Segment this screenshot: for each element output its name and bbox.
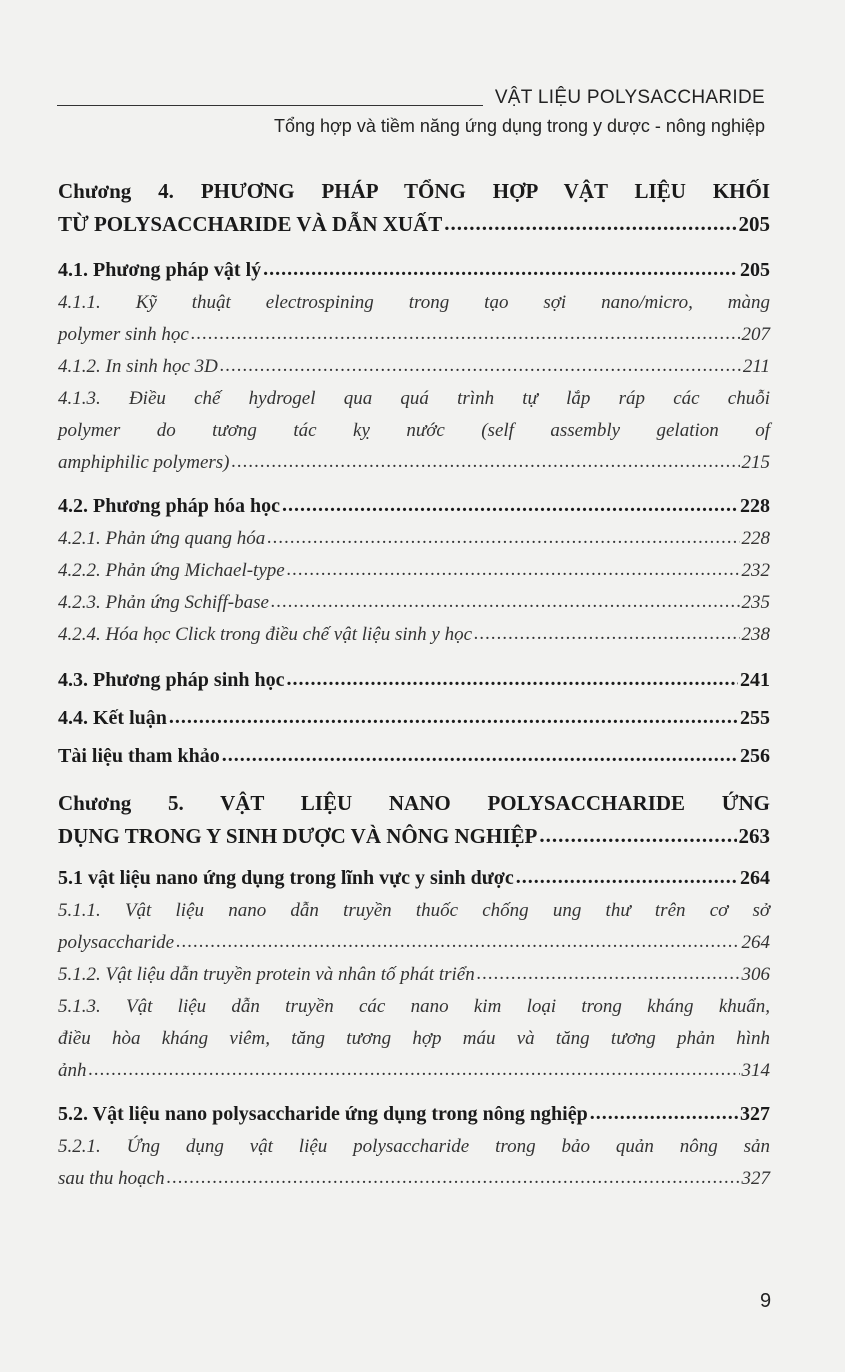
running-header	[57, 86, 765, 139]
toc-section-4-3[interactable]: 4.3. Phương pháp sinh học ..... 241	[58, 663, 770, 697]
header-rule	[57, 105, 483, 106]
toc-entry-5-2-1[interactable]: 5.2.1. Ứng dụng vật liệu polysaccharide trong bảo quản nông sản sau thu hoạch ..... 327	[58, 1131, 770, 1195]
toc-section-4-4[interactable]: 4.4. Kết luận ..... 255	[58, 701, 770, 735]
toc-entry-4-1-3[interactable]: 4.1.3. Điều chế hydrogel qua quá trình tự lắp ráp các chuỗi polymer do tương tác kỵ nước (self assembly gelation of amphiphilic polymers) ..... 215	[58, 383, 770, 479]
page-number: 9	[760, 1290, 772, 1312]
table-of-contents	[58, 175, 770, 1195]
toc-entry-4-2-3[interactable]: 4.2.3. Phản ứng Schiff-base ..... 235	[58, 587, 770, 619]
toc-entry-4-1-2[interactable]: 4.1.2. In sinh học 3D ..... 211	[58, 351, 770, 383]
toc-entry-5-1-1[interactable]: 5.1.1. Vật liệu nano dẫn truyền thuốc chống ung thư trên cơ sở polysaccharide ..... 264	[58, 895, 770, 959]
toc-section-4-1[interactable]: 4.1. Phương pháp vật lý ..... 205	[58, 253, 770, 287]
toc-entry-4-2-4[interactable]: 4.2.4. Hóa học Click trong điều chế vật liệu sinh y học ..... 238	[58, 619, 770, 651]
leader-dots	[444, 207, 736, 240]
page-ref: 205	[738, 212, 770, 236]
book-title: VẬT LIỆU POLYSACCHARIDE	[494, 87, 765, 108]
toc-entry-4-1-1[interactable]: 4.1.1. Kỹ thuật electrospining trong tạo sợi nano/micro, màng polymer sinh học ..... 207	[58, 287, 770, 351]
toc-section-5-1[interactable]: 5.1 vật liệu nano ứng dụng trong lĩnh vực y sinh dược ..... 264	[58, 861, 770, 895]
toc-section-4-2[interactable]: 4.2. Phương pháp hóa học ..... 228	[58, 489, 770, 523]
toc-entry-5-1-3[interactable]: 5.1.3. Vật liệu dẫn truyền các nano kim loại trong kháng khuẩn, điều hòa kháng viêm, tăng tương hợp máu và tăng tương phản hình ảnh ..... 314	[58, 991, 770, 1087]
toc-section-5-2[interactable]: 5.2. Vật liệu nano polysaccharide ứng dụng trong nông nghiệp ..... 327	[58, 1097, 770, 1131]
toc-chapter-5[interactable]: Chương 5. VẬT LIỆU NANO POLYSACCHARIDE ỨNG DỤNG TRONG Y SINH DƯỢC VÀ NÔNG NGHIỆP ..... 263	[58, 787, 770, 853]
toc-chapter-4[interactable]: Chương 4. PHƯƠNG PHÁP TỔNG HỢP VẬT LIỆU KHỐI TỪ POLYSACCHARIDE VÀ DẪN XUẤT ..... 205	[58, 175, 770, 241]
book-subtitle: Tổng hợp và tiềm năng ứng dụng trong y dược - nông nghiệp	[273, 116, 765, 136]
toc-entry-5-1-2[interactable]: 5.1.2. Vật liệu dẫn truyền protein và nhân tố phát triển ..... 306	[58, 959, 770, 991]
toc-entry-4-2-1[interactable]: 4.2.1. Phản ứng quang hóa ..... 228	[58, 523, 770, 555]
toc-references[interactable]: Tài liệu tham khảo ..... 256	[58, 739, 770, 773]
toc-entry-4-2-2[interactable]: 4.2.2. Phản ứng Michael-type ..... 232	[58, 555, 770, 587]
